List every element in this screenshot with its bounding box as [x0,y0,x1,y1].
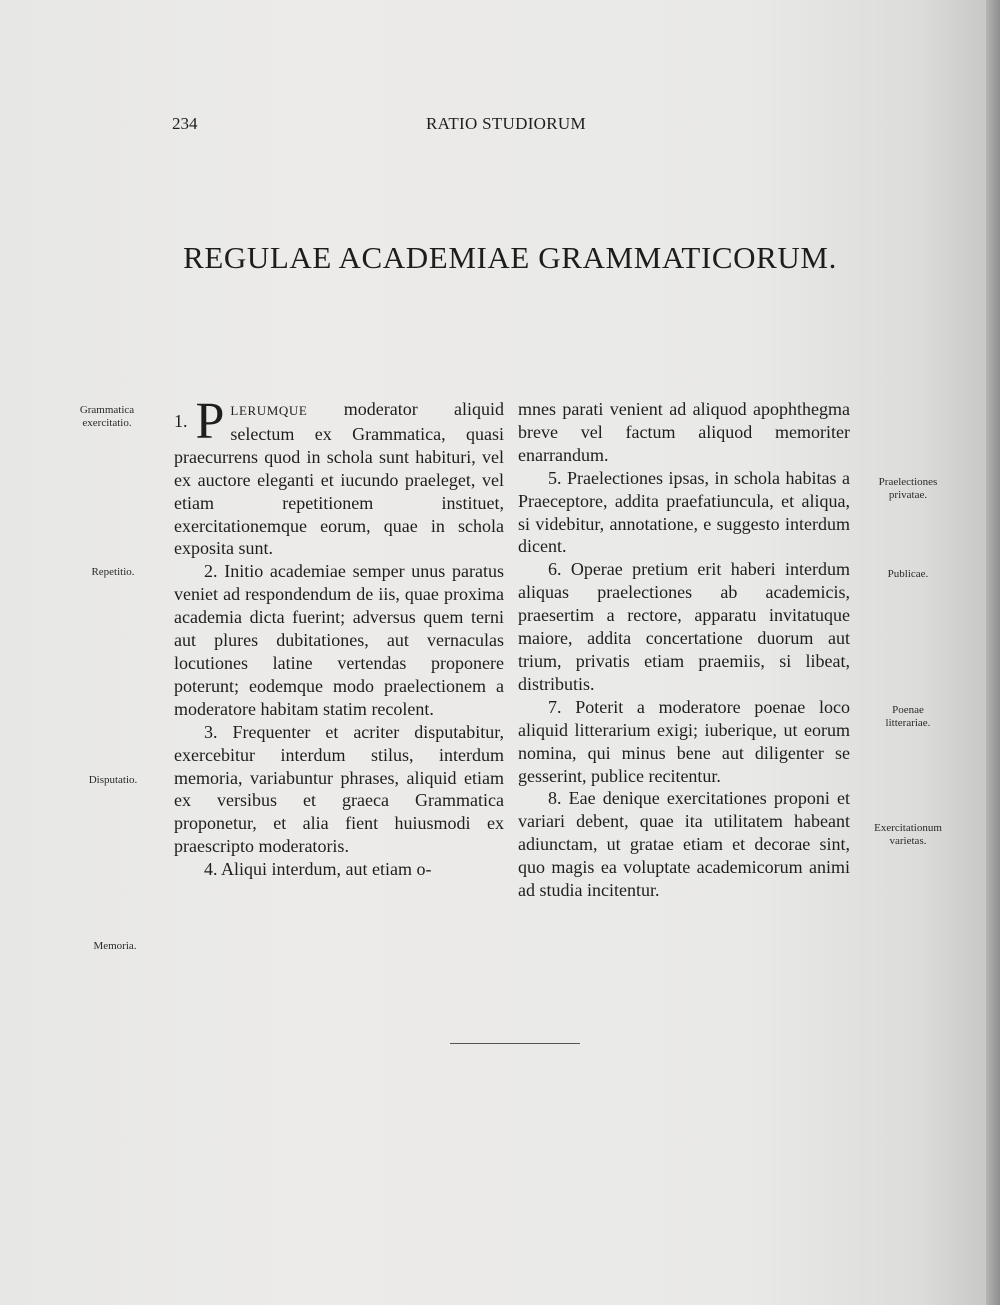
margin-note-line: Poenae [892,704,924,716]
paragraph-2: 2. Initio academiae semper unus paratus veniet ad respondendum de iis, quae proxima academia dicta fuerint; adversus quem terni aut plures dubitationes, aut vernaculas locutiones latine vertendas proponere poterunt; eodemque modo praelectionem a moderatore habitam statim recolent. [174,561,504,719]
margin-note-line: exercitatio. [82,417,132,429]
page-number: 234 [172,114,198,133]
paragraph-8: 8. Eae denique exercitationes proponi et variari debent, quae ita utilitatem habeant adiunctam, ut gratae etiam et decorae sint, quo magis ea voluptate academicorum animi ad studia incitentur. [518,788,850,901]
running-title: RATIO STUDIORUM [426,114,586,133]
right-column [518,398,850,902]
paragraph-text: moderator aliquid selectum ex Grammatica, quasi praecurrens quod in schola sunt habituri, vel ex auctore eleganti et iucundo praeleget, vel etiam repetitionem instituet, exercitationemque eorum, quae in schola exposita sunt. [174,399,504,559]
margin-note-line: Grammatica [79,404,135,416]
small-caps-word: LERUMQUE [230,403,308,418]
margin-note-publicae: Publicae. [887,568,929,580]
section-title: REGULAE ACADEMIAE GRAMMATICORUM. [183,240,837,275]
margin-note-line: Exercitationum [874,822,942,834]
margin-note-exercitationum [853,822,963,848]
margin-note-line: litterariae. [885,717,931,729]
margin-note-line: varietas. [889,835,927,847]
margin-note-repetitio: Repetitio. [91,566,135,578]
paragraph-4: 4. Aliqui interdum, aut etiam o- [204,859,432,880]
paragraph-6: 6. Operae pretium erit haberi interdum aliquas praelectiones ab academicis, praesertim a rectore, apparatu invitatuque maiore, addita concertatione duorum aut trium, privatis etiam praemiis, si libeat, distributis. [518,559,850,694]
left-column [174,393,504,881]
margin-note-disputatio: Disputatio. [88,774,138,786]
paragraph-4-continued: mnes parati venient ad aliquod apophthegma breve vel factum aliquod memoriter enarrandum. [518,399,850,465]
margin-note-line: privatae. [888,489,928,501]
end-rule [450,1043,580,1044]
paragraph-5: 5. Praelectiones ipsas, in schola habitas a Praeceptore, addita praefatiuncula, et aliqua, si videbitur, annotatione, e suggesto interdum dicent. [518,467,850,557]
paragraph-3: 3. Frequenter et acriter disputabitur, exercebitur interdum stilus, interdum memoria, variabuntur phrases, aliquid etiam ex versibus et graeca Grammatica proponetur, et alia fient huiusmodi ex praescripto moderatoris. [174,721,504,857]
paragraph-7: 7. Poterit a moderatore poenae loco aliquid litterarium exigi; iuberique, ut eorum nomina, qui minus bene aut diligenter se gesserint, publice recitentur. [518,696,850,786]
margin-note-grammatica [52,404,162,430]
paragraph-1 [174,393,504,560]
page-edge [986,0,1000,1305]
margin-note-memoria: Memoria. [93,940,137,952]
margin-note-line: Praelectiones [878,476,938,488]
paragraph-number: 1. [174,411,188,431]
margin-note-poenae [853,704,963,730]
margin-note-praelectiones [853,476,963,502]
running-header [172,114,852,138]
drop-cap: P [195,393,225,450]
